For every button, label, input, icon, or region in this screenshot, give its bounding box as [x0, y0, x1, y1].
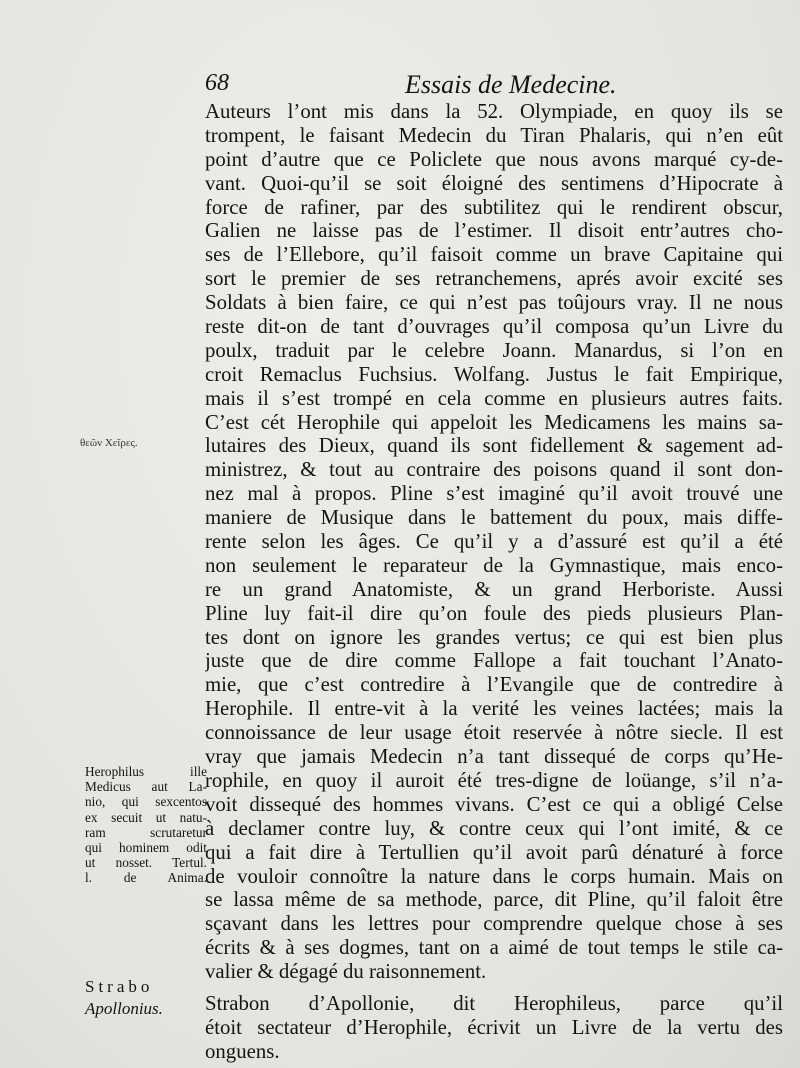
text-line: nez mal à propos. Pline s’est imaginé qu’il avoit trouvé une — [205, 482, 783, 506]
text-line: voit dissequé des hommes vivans. C’est ce qui a obligé Celse — [205, 792, 783, 816]
text-line: écrits & à ses dogmes, tant on a aimé de tout temps le stile ca- — [205, 936, 783, 960]
text-line: reste dit-on de tant d’ouvrages qu’il composa qu’un Livre du — [205, 315, 783, 339]
running-title: Essais de Medecine. — [405, 70, 617, 99]
text-line: de vouloir connoître la nature dans le corps humain. Mais on — [205, 864, 783, 888]
main-text — [205, 100, 783, 1064]
text-line: qui a fait dire à Tertullien qu’il avoit parû dénaturé à force — [205, 840, 783, 864]
margin-note-strabo — [85, 976, 205, 1020]
text-line: ministrez, & tout au contraire des poisons quand il sont don- — [205, 458, 783, 482]
margin-line: qui hominem odit — [85, 840, 207, 856]
margin-line: Medicus aut La- — [85, 779, 207, 795]
text-line: re un grand Anatomiste, & un grand Herboriste. Aussi — [205, 577, 783, 601]
text-line: onguens. — [205, 1039, 280, 1063]
text-line: Pline luy fait-il dire qu’on foule des pieds plusieurs Plan- — [205, 601, 783, 625]
text-line: juste que de dire comme Fallope a fait touchant l’Anato- — [205, 649, 783, 673]
margin-note-latin — [85, 764, 207, 886]
margin-strabo-place: Apollonius. — [85, 999, 163, 1018]
text-line: point d’autre que ce Policlete que nous avons marqué cy-de- — [205, 147, 783, 171]
text-line: croit Remaclus Fuchsius. Wolfang. Justus le fait Empirique, — [205, 362, 783, 386]
margin-strabo-name: Strabo — [85, 977, 154, 996]
text-line: sçavant dans les lettres pour comprendre quelque chose à ses — [205, 912, 783, 936]
text-line: maniere de Musique dans le battement du poux, mais diffe- — [205, 506, 783, 530]
text-line: trompent, le faisant Medecin du Tiran Phalaris, qui n’en eût — [205, 123, 783, 147]
page-number: 68 — [205, 70, 229, 96]
text-line: étoit sectateur d’Herophile, écrivit un Livre de la vertu des — [205, 1015, 783, 1039]
text-line: Galien ne laisse pas de l’estimer. Il disoit entr’autres cho- — [205, 219, 783, 243]
text-line: Auteurs l’ont mis dans la 52. Olympiade, en quoy ils se — [205, 100, 783, 123]
margin-line: ut nosset. Tertul. — [85, 855, 207, 871]
margin-line: nio, qui sexcentos — [85, 794, 207, 810]
text-line: ses de l’Ellebore, qu’il faisoit comme un brave Capitaine qui — [205, 243, 783, 267]
text-line: lutaires des Dieux, quand ils sont fidellement & sagement ad- — [205, 434, 783, 458]
text-line: mie, que c’est contredire à l’Evangile que de contredire à — [205, 673, 783, 697]
margin-line: ram scrutaretur — [85, 824, 207, 840]
text-line: Soldats à bien faire, ce qui n’est pas toûjours vray. Il ne nous — [205, 291, 783, 315]
text-line: poulx, traduit par le celebre Joann. Manardus, si l’on en — [205, 338, 783, 362]
text-line: vant. Quoi-qu’il se soit éloigné des sentimens d’Hipocrate à — [205, 171, 783, 195]
text-line: force de rafiner, par des subtilitez qui le rendirent obscur, — [205, 195, 783, 219]
text-line: Herophile. Il entre-vit à la verité les veines lactées; mais la — [205, 697, 783, 721]
text-line: rophile, en quoy il auroit été tres-digne de loüange, s’il n’a- — [205, 768, 783, 792]
text-line: connoissance de leur usage étoit reservée à nôtre siecle. Il est — [205, 721, 783, 745]
text-line: se lassa même de sa methode, parce, dit Pline, qu’il faloit être — [205, 888, 783, 912]
text-line: mais il s’est trompé en cela comme en plusieurs autres faits. — [205, 386, 783, 410]
text-line: sort le premier de ses retranchemens, aprés avoir excité ses — [205, 267, 783, 291]
text-line: rente selon les âges. Ce qu’il y a d’assuré est qu’il a été — [205, 530, 783, 554]
margin-note-greek: θεῶν Χεῖρες. — [80, 437, 138, 449]
text-line: à declamer contre luy, & contre ceux qui l’ont imité, & ce — [205, 816, 783, 840]
paragraph-gap — [205, 984, 783, 992]
text-line: Strabon d’Apollonie, dit Herophileus, parce qu’il — [205, 991, 783, 1015]
page-header — [205, 70, 785, 100]
text-line: valier & dégagé du raisonnement. — [205, 960, 487, 984]
text-line: C’est cét Herophile qui appeloit les Medicamens les mains sa- — [205, 410, 783, 434]
margin-line: ex secuit ut natu- — [85, 809, 207, 825]
text-line: non seulement le reparateur de la Gymnastique, mais enco- — [205, 553, 783, 577]
margin-line: l. de Anima. — [85, 870, 207, 886]
text-line: vray que jamais Medecin n’a tant dissequé de corps qu’He- — [205, 745, 783, 769]
text-line: tes dont on ignore les grandes vertus; ce qui est bien plus — [205, 625, 783, 649]
margin-line: Herophilus ille — [85, 764, 207, 779]
